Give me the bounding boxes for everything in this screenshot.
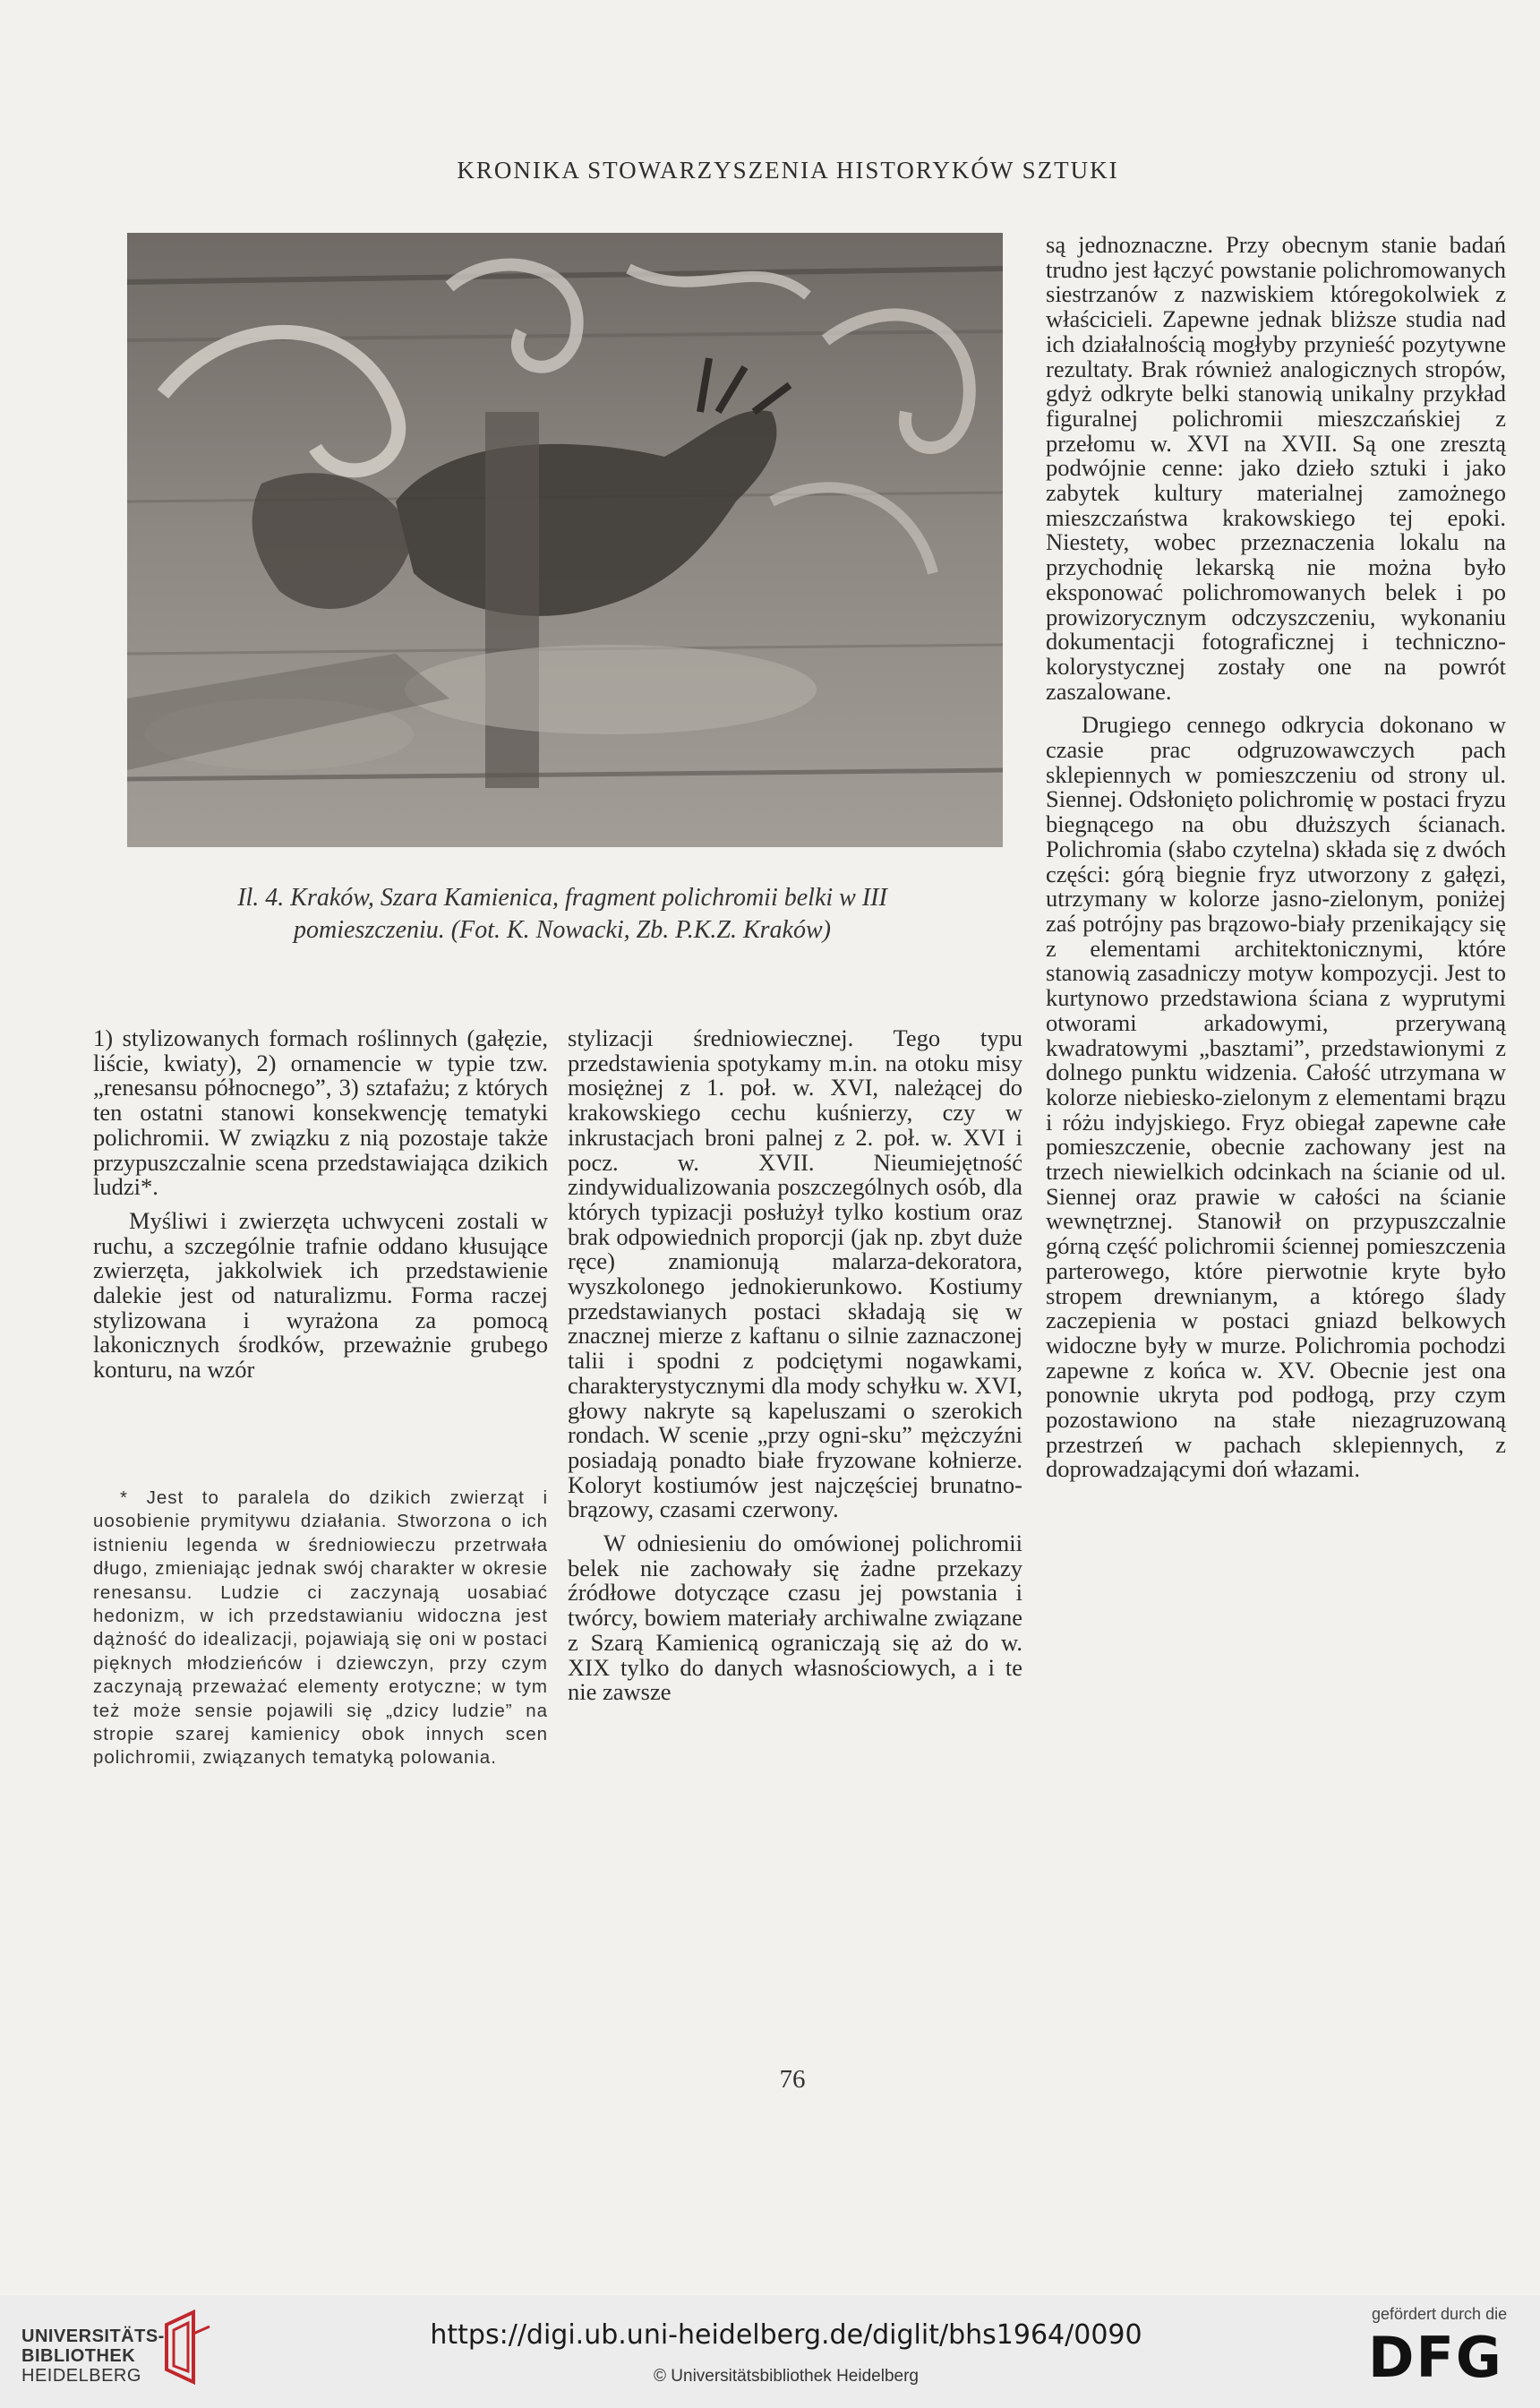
copyright-notice: © Universitätsbibliothek Heidelberg <box>654 2367 919 2386</box>
caption-line-2: pomieszczeniu. (Fot. K. Nowacki, Zb. P.K.Z. Kraków) <box>294 916 831 944</box>
paragraph: Drugiego cennego odkrycia dokonano w czasie prac odgruzowawczych pach sklepiennych w pomieszczeniu od strony ul. Siennej. Odsłonięto polichromię w postaci fryzu biegnącego na obu dłuższych ścianach. Polichromia (słabo czytelna) składa się z dwóch części: górą biegnie fryz utworzony z gałęzi, utrzymany w kolorze jasno-zielonym, poniżej zaś potrójny pas brązowo-biały przenikający się z elementami architektonicznymi, które stanowią zasadniczy motyw kompozycji. Jest to kurtynowo przedstawiona ściana z wyprutymi otworami arkadowymi, przerywaną kwadratowymi „basztami”, przedstawionymi z dolnego punktu widzenia. Całość utrzymana w kolorze niebiesko-zielonym z elementami brązu i różu indyjskiego. Fryz obiegał zapewne całe pomieszczenie, obecnie zachowany jest na trzech niewielkich odcinkach na ścianie od ul. Siennej oraz prawie w całości na ścianie wewnętrznej. Stanowił on przypuszczalnie górną część polichromii ściennej pomieszczenia parterowego, które pierwotnie kryte było stropem drewnianym, a którego ślady zaczepienia w postaci gniazd belkowych widoczne były w murze. Polichromia pochodzi zapewne z końca w. XV. Obecnie jest ona ponownie ukryta pod podłogą, przy czym pozostawiono na stałe niezagruzowaną przestrzeń w pachach sklepiennych, z doprowadzającymi doń włazami. <box>1046 711 1506 1483</box>
library-name-line-2: BIBLIOTHEK <box>21 2346 136 2366</box>
library-name-line-3: HEIDELBERG <box>21 2366 141 2386</box>
beam-painting-image <box>127 233 1003 847</box>
footnote-text: * Jest to paralela do dzikich zwierząt i uosobienie prymitywu działania. Stworzona o ich istnieniu legenda w średniowieczu przetrwała długo, zmieniając jednak swój charakter w okresie renesansu. Ludzie ci zaczynają uosabiać hedonizm, w ich przedstawianiu widoczna jest dążność do idealizacji, pojawiają się oni w postaci pięknych młodzieńców i dziewczyn, przy czym zaczynają przeważać elementy erotyczne; w tym też może sensie pojawili się „dzicy ludzie” na stropie szarej kamienicy obok innych scen polichromii, związanych tematyką polowania. <box>93 1487 548 1769</box>
caption-line-1: Il. 4. Kraków, Szara Kamienica, fragment polichromii belki w III <box>237 884 887 912</box>
page-number: 76 <box>779 2065 806 2094</box>
paragraph: są jednoznaczne. Przy obecnym stanie badań trudno jest łączyć powstanie polichromowanych siestrzanów z nazwiskiem któregokolwiek z właścicieli. Zapewne jednak bliższe studia nad ich działalnością mogłyby przynieść pozytywne rezultaty. Brak również analogicznych stropów, gdyż odkryte belki stanowią unikalny przykład figuralnej polichromii mieszczańskiej z przełomu w. XVI na XVII. Są one zresztą podwójnie cenne: jako dzieło sztuki i jako zabytek kultury materialnej zamożnego mieszczaństwa krakowskiego tej epoki. Niestety, wobec przeznaczenia lokalu na przychodnię lekarską nie można było eksponować polichromowanych belek i po prowizorycznym odczyszczeniu, wykonaniu dokumentacji fotograficznej i techniczno-kolorystycznej zostały one na powrót zaszalowane. <box>1046 231 1506 705</box>
paragraph: Myśliwi i zwierzęta uchwyceni zostali w ruchu, a szczególnie trafnie oddano kłusujące zwierzęta, jakkolwiek ich przedstawienie dalekie jest od naturalizmu. Forma raczej stylizowana i wyrażona za pomocą lakonicznych środków, przeważnie grubego konturu, na wzór <box>93 1206 548 1384</box>
permalink-url[interactable]: https://digi.ub.uni-heidelberg.de/diglit/bhs1964/0090 <box>430 2319 1142 2351</box>
dfg-logo[interactable]: DFG <box>1368 2325 1503 2390</box>
running-header: KRONIKA STOWARZYSZENIA HISTORYKÓW SZTUKI <box>457 157 1119 184</box>
viewer-footer-bar <box>0 2295 1540 2408</box>
funded-by-label: gefördert durch die <box>1372 2305 1508 2323</box>
library-name-line-1: UNIVERSITÄTS- <box>21 2327 165 2346</box>
figure-caption <box>143 882 981 947</box>
paragraph: W odniesieniu do omówionej polichromii belek nie zachowały się żadne przekazy źródłowe dotyczące czasu jej powstania i twórcy, bowiem materiały archiwalne związane z Szarą Kamienicą ograniczają się aż do w. XIX tylko do danych własnościowych, a i te nie zawsze <box>568 1530 1022 1706</box>
text-column-right <box>1046 233 1506 1482</box>
text-column-left <box>93 1026 548 1383</box>
paragraph: stylizacji średniowiecznej. Tego typu przedstawienia spotykamy m.in. na otoku misy mosiężnej z 1. poł. w. XVI, należącej do krakowskiego cechu kuśnierzy, czy w inkrustacjach broni palnej z 2. poł. w. XVI i pocz. w. XVII. Nieumiejętność zindywidualizowania poszczególnych osób, dla których typizacji posłużył tylko kostium oraz brak odpowiednich proporcji (jak np. zbyt duże ręce) znamionują malarza-dekoratora, wyszkolonego jednokierunkowo. Kostiumy przedstawianych postaci składają się w znacznej mierze z kaftanu o silnie zaznaczonej talii i spodni z podciętymi nogawkami, charakterystycznymi dla mody schyłku w. XVI, głowy nakryte są kapeluszami o szerokich rondach. W scenie „przy ogni-sku” mężczyźni posiadają ponadto białe fryzowane kołnierze. Koloryt kostiumów jest najczęściej brunatno-brązowy, czasami czerwony. <box>568 1024 1022 1523</box>
paragraph: 1) stylizowanych formach roślinnych (gałęzie, liście, kwiaty), 2) ornamencie w typie tzw. „renesansu północnego”, 3) sztafażu; z których ten ostatni stanowi konsekwencję tematyki polichromii. W związku z nią pozostaje także przypuszczalnie scena przedstawiająca dzikich ludzi*. <box>93 1024 548 1201</box>
footnote <box>93 1487 548 1770</box>
figure-photo-polychrome-beam <box>127 233 1003 847</box>
text-column-middle <box>568 1026 1022 1705</box>
